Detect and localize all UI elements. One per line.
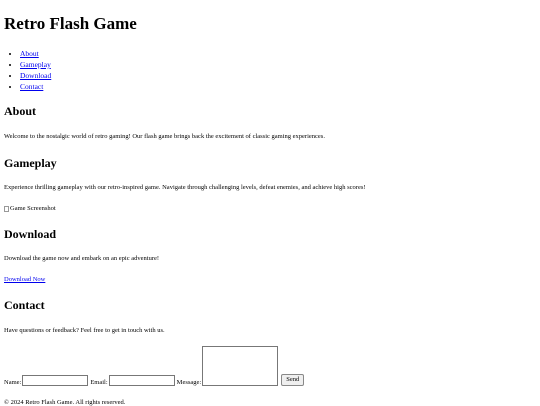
nav-link-contact[interactable]: Contact (20, 82, 44, 91)
download-text: Download the game now and embark on an epic adventure! (4, 255, 160, 262)
nav-link-gameplay[interactable]: Gameplay (20, 60, 51, 69)
send-button[interactable]: Send (281, 374, 304, 386)
contact-text: Have questions or feedback? Feel free to get in touch with us. (4, 327, 165, 334)
game-screenshot-image (4, 205, 56, 212)
nav-list (4, 48, 51, 92)
nav-link-about[interactable]: About (20, 49, 39, 58)
footer-text: © 2024 Retro Flash Game. All rights reserved. (4, 399, 126, 406)
gameplay-text: Experience thrilling gameplay with our retro-inspired game. Navigate through challenging levels, defeat enemies, and achieve high scores! (4, 184, 366, 191)
nav-item-about (20, 48, 51, 59)
page-title: Retro Flash Game (4, 14, 137, 33)
message-textarea[interactable] (202, 346, 278, 386)
about-text: Welcome to the nostalgic world of retro gaming! Our flash game brings back the excitement of classic gaming experiences. (4, 133, 325, 140)
nav-item-download (20, 70, 51, 81)
download-heading: Download (4, 227, 57, 241)
nav-link-download[interactable]: Download (20, 71, 52, 80)
email-field[interactable] (109, 375, 175, 386)
message-label: Message: (176, 379, 202, 386)
gameplay-heading: Gameplay (4, 156, 57, 170)
contact-form (4, 346, 304, 386)
broken-image-icon (4, 206, 9, 212)
download-now-link[interactable]: Download Now (4, 276, 46, 283)
name-field[interactable] (22, 375, 88, 386)
about-heading: About (4, 104, 37, 118)
name-label: Name: (4, 379, 22, 386)
contact-heading: Contact (4, 298, 45, 312)
game-screenshot-alt: Game Screenshot (10, 205, 56, 212)
email-label: Email: (90, 379, 108, 386)
nav-item-gameplay (20, 59, 51, 70)
nav-item-contact (20, 81, 51, 92)
